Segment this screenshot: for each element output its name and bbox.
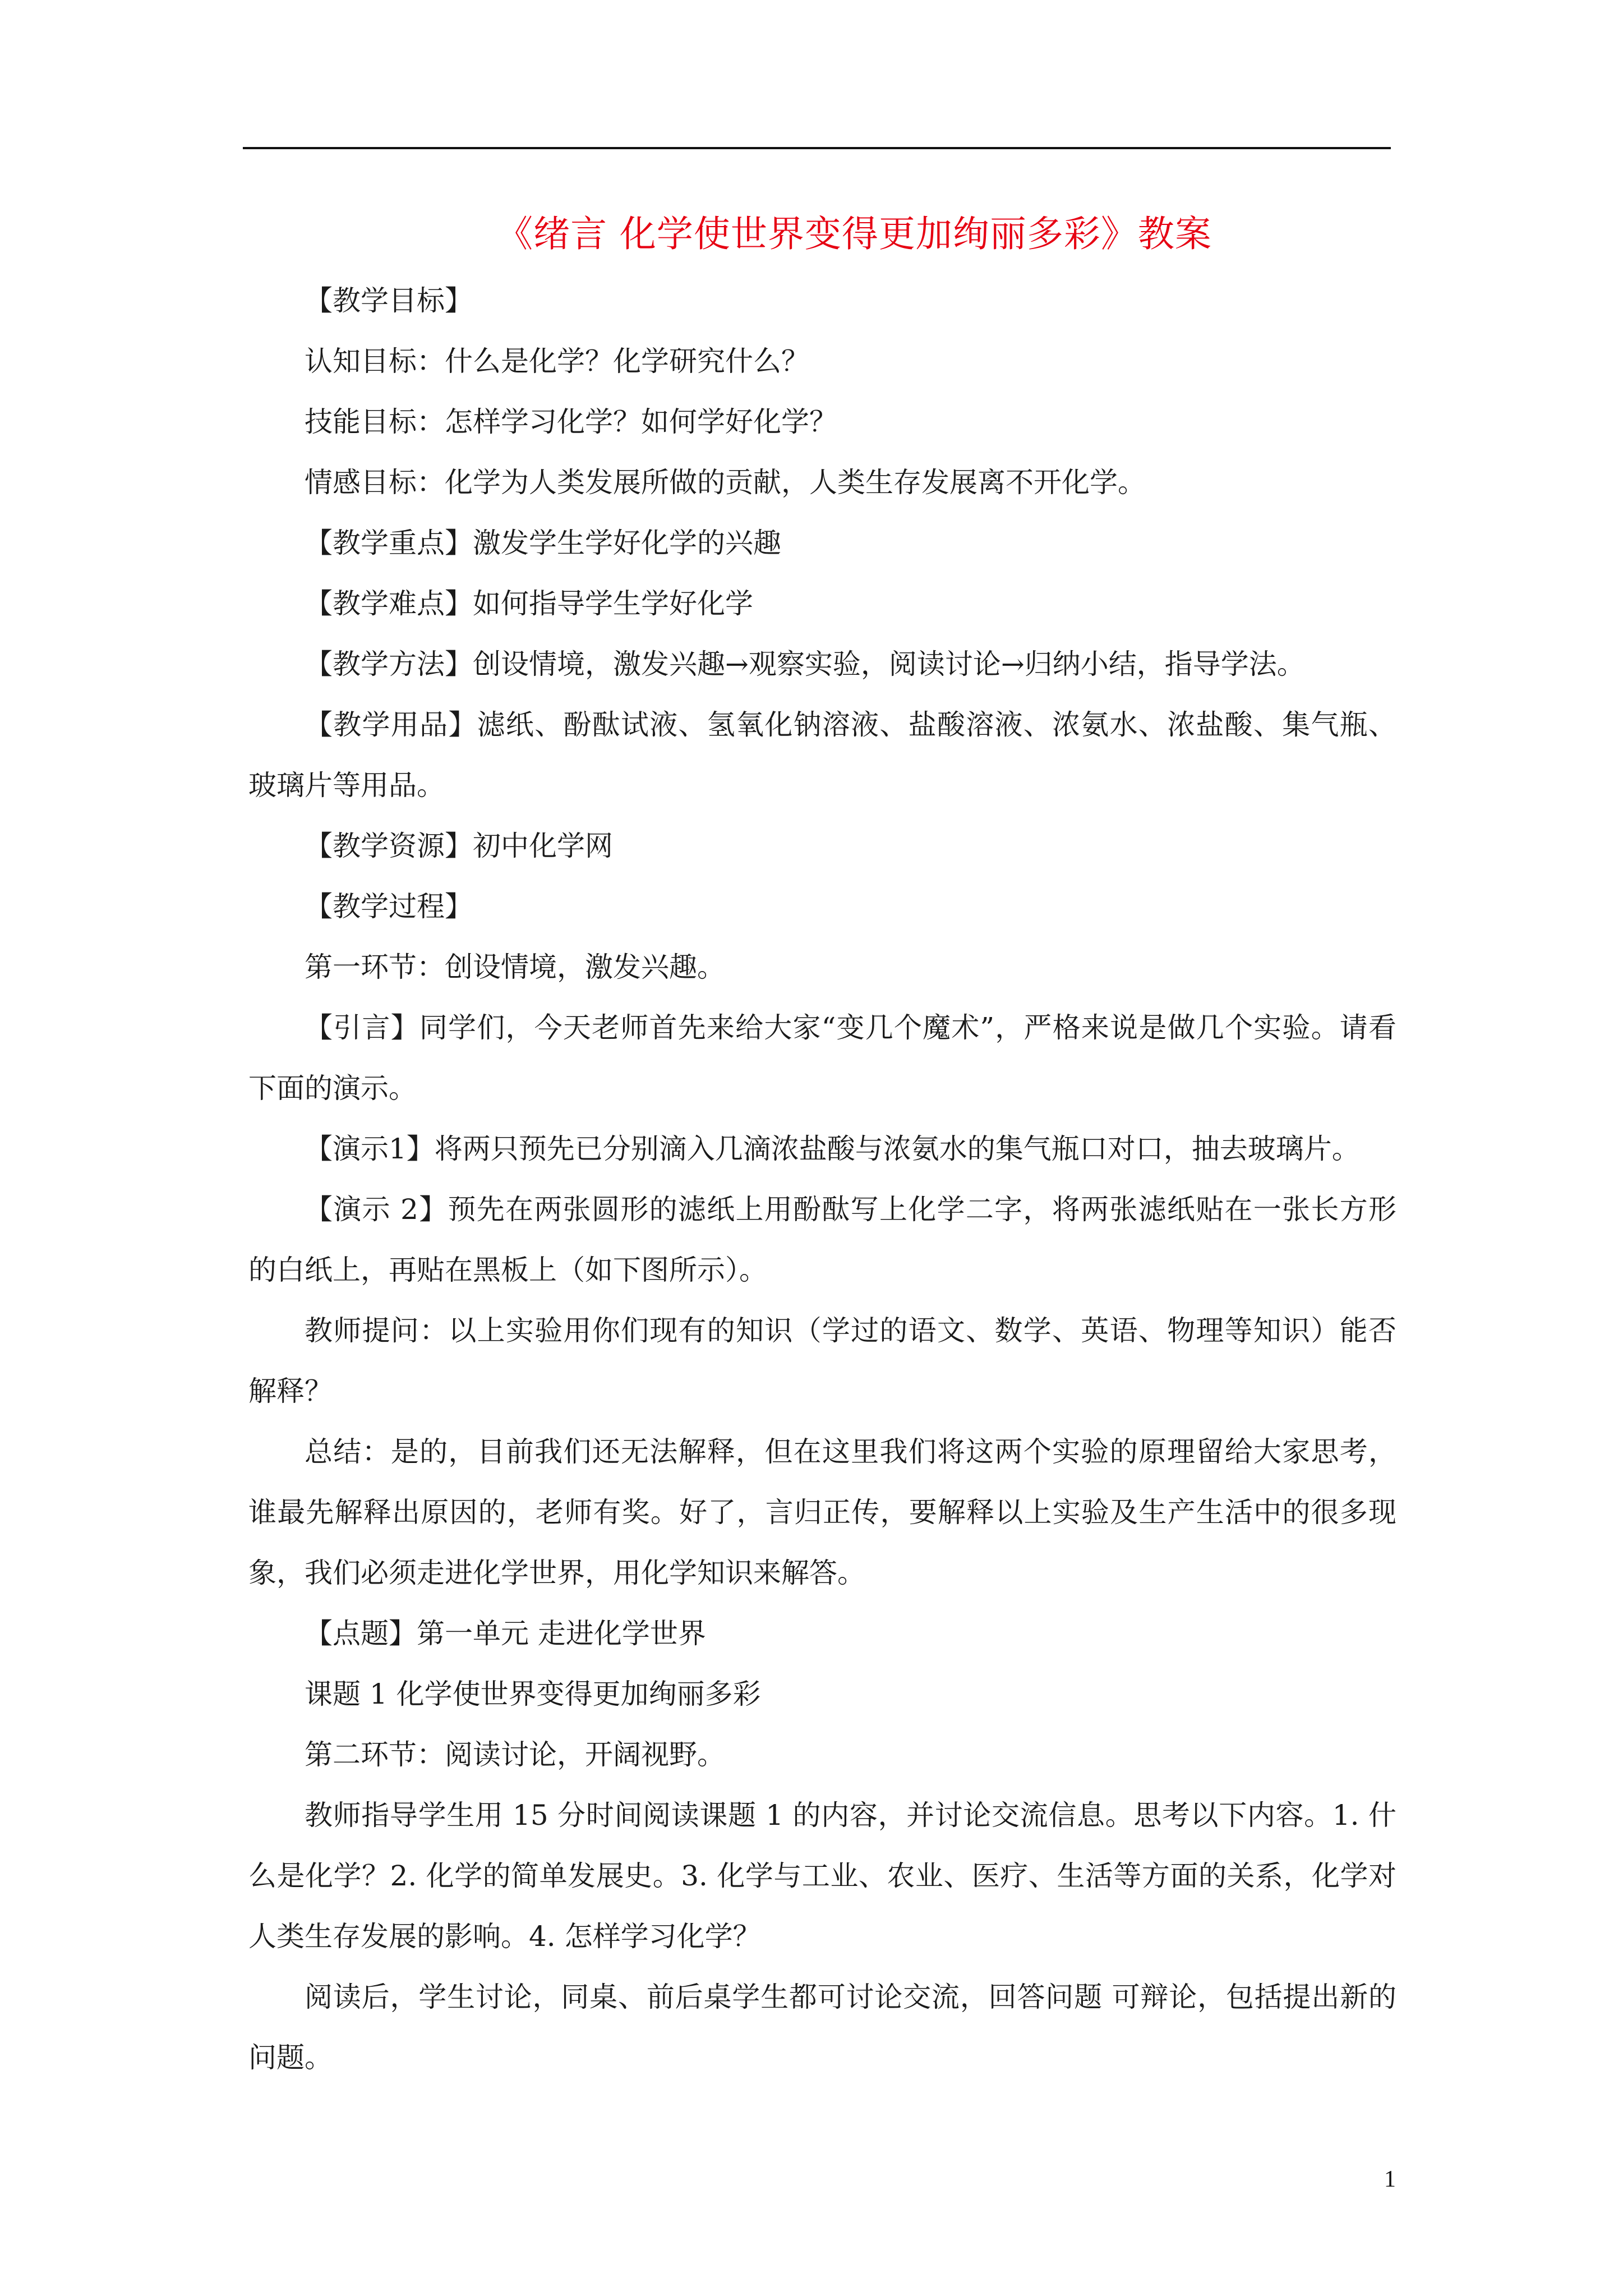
teaching-difficulty: 【教学难点】如何指导学生学好化学 (305, 587, 753, 620)
page-number: 1 (1384, 2166, 1396, 2192)
stage-one-heading: 第一环节：创设情境，激发兴趣。 (305, 951, 725, 983)
header-rule (243, 147, 1391, 149)
page-title: 《绪言 化学使世界变得更加绚丽多彩》教案 (496, 213, 1212, 255)
skill-objective: 技能目标：怎样学习化学？如何学好化学？ (305, 406, 837, 438)
topic-title: 【点题】第一单元 走进化学世界 (305, 1617, 706, 1650)
summary-paragraph: 总结：是的，目前我们还无法解释，但在这里我们将这两个实验的原理留给大家思考，谁最先解释出原因的，老师有奖。好了，言归正传，要解释以上实验及生产生活中的很多现象，我们必须走进化学世界，用化学知识来解答。 (248, 1435, 1396, 1589)
stage-two-heading: 第二环节：阅读讨论，开阔视野。 (305, 1738, 725, 1771)
section-heading-objectives: 【教学目标】 (305, 284, 473, 317)
teacher-question: 教师提问：以上实验用你们现有的知识（学过的语文、数学、英语、物理等知识）能否解释？ (248, 1314, 1396, 1407)
lesson-title: 课题 1 化学使世界变得更加绚丽多彩 (305, 1678, 761, 1710)
cognitive-objective: 认知目标：什么是化学？化学研究什么？ (305, 345, 809, 378)
affective-objective: 情感目标：化学为人类发展所做的贡献，人类生存发展离不开化学。 (305, 466, 1146, 499)
demonstration-two: 【演示 2】预先在两张圆形的滤纸上用酚酞写上化学二字，将两张滤纸贴在一张长方形的白纸上，再贴在黑板上（如下图所示）。 (248, 1193, 1396, 1286)
demonstration-one: 【演示1】将两只预先已分别滴入几滴浓盐酸与浓氨水的集气瓶口对口，抽去玻璃片。 (305, 1133, 1360, 1165)
reading-guidance: 教师指导学生用 15 分时间阅读课题 1 的内容，并讨论交流信息。思考以下内容。1. 什么是化学？2. 化学的简单发展史。3. 化学与工业、农业、医疗、生活等方面的关系，化学对人类生存发展的影响。4. 怎样学习化学？ (248, 1799, 1396, 1953)
teaching-focus: 【教学重点】激发学生学好化学的兴趣 (305, 527, 781, 559)
teaching-resources: 【教学资源】初中化学网 (305, 830, 613, 862)
section-heading-process: 【教学过程】 (305, 890, 473, 923)
teaching-method: 【教学方法】创设情境，激发兴趣→观察实验，阅读讨论→归纳小结，指导学法。 (305, 648, 1305, 680)
discussion-paragraph: 阅读后，学生讨论，同桌、前后桌学生都可讨论交流，回答问题 可辩论，包括提出新的问题。 (248, 1981, 1396, 2074)
document-body (248, 270, 1396, 2088)
teaching-materials: 【教学用品】滤纸、酚酞试液、氢氧化钠溶液、盐酸溶液、浓氨水、浓盐酸、集气瓶、玻璃片等用品。 (248, 708, 1396, 802)
introduction-paragraph: 【引言】同学们，今天老师首先来给大家“变几个魔术”，严格来说是做几个实验。请看下面的演示。 (248, 1011, 1396, 1105)
